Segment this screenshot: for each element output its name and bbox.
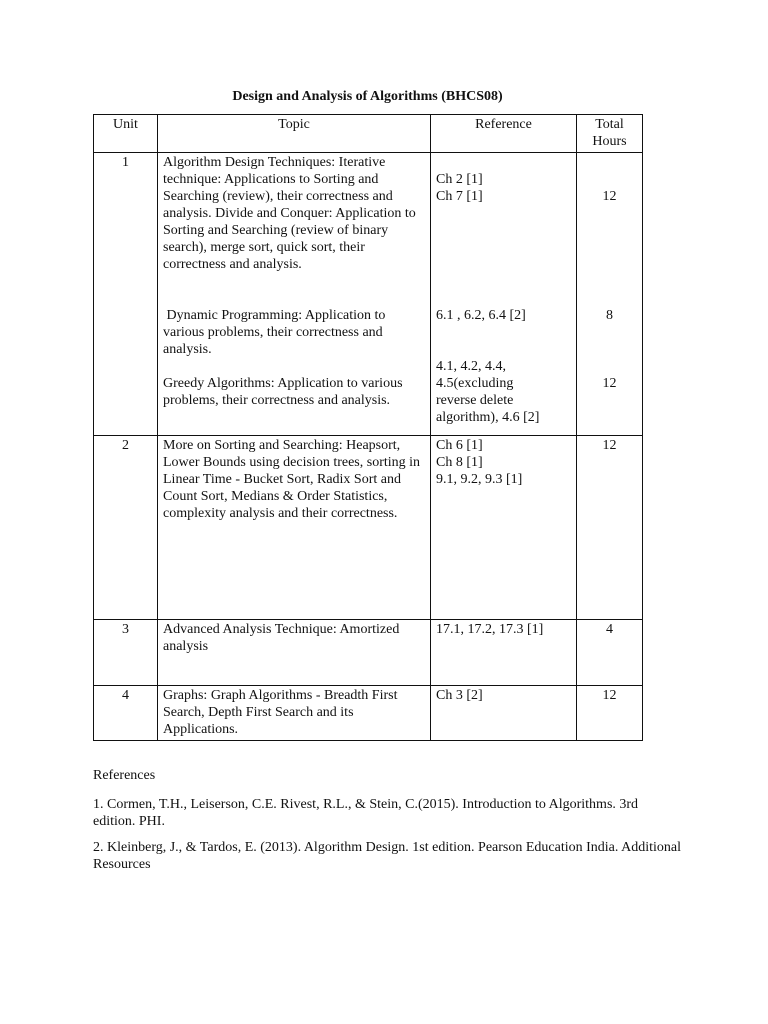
reference-item: 2. Kleinberg, J., & Tardos, E. (2013). Algorithm Design. 1st edition. Pearson Education India. Additional Resources bbox=[93, 840, 681, 872]
hours-cell: 4 bbox=[577, 620, 643, 686]
topic-cell: Graphs: Graph Algorithms - Breadth First Search, Depth First Search and its Applications. bbox=[158, 686, 431, 741]
reference-line: Ch 3 [2] bbox=[436, 688, 483, 703]
reference-cell bbox=[431, 153, 577, 436]
reference-cell bbox=[431, 686, 577, 741]
reference-cell bbox=[431, 620, 577, 686]
reference-line: 9.1, 9.2, 9.3 [1] bbox=[436, 472, 523, 487]
reference-line: 4.1, 4.2, 4.4, bbox=[436, 359, 506, 374]
reference-line: Ch 8 [1] bbox=[436, 455, 483, 470]
reference-line: 4.5(excluding bbox=[436, 376, 514, 391]
hours-value: 12 bbox=[602, 189, 617, 204]
table-row bbox=[94, 686, 643, 741]
topic-cell: More on Sorting and Searching: Heapsort, Lower Bounds using decision trees, sorting in Linear Time - Bucket Sort, Radix Sort and Count Sort, Medians & Order Statistics, complexity analysis and their correctness. bbox=[158, 436, 431, 620]
hours-cell: 12 bbox=[577, 436, 643, 620]
reference-line: Ch 2 [1] bbox=[436, 172, 483, 187]
reference-cell bbox=[431, 436, 577, 620]
topic-cell: Advanced Analysis Technique: Amortized analysis bbox=[158, 620, 431, 686]
reference-item: 1. Cormen, T.H., Leiserson, C.E. Rivest, R.L., & Stein, C.(2015). Introduction to Algorithms. 3rd edition. PHI. bbox=[93, 797, 639, 829]
topic-text: Algorithm Design Techniques: Iterative technique: Applications to Sorting and Searching (review), their correctness and analysis. Divide and Conquer: Application to Sorting and Searching (review of binary search), merge sort, quick sort, their correctness and analysis. bbox=[163, 155, 416, 272]
header-reference: Reference bbox=[431, 115, 577, 153]
header-unit: Unit bbox=[94, 115, 158, 153]
table-header-row bbox=[94, 115, 643, 153]
table-row bbox=[94, 153, 643, 436]
reference-line: Ch 6 [1] bbox=[436, 438, 483, 453]
header-hours-line2: Hours bbox=[592, 134, 627, 149]
document-title: Design and Analysis of Algorithms (BHCS08) bbox=[232, 89, 503, 104]
unit-cell: 2 bbox=[94, 436, 158, 620]
hours-value: 12 bbox=[602, 376, 617, 391]
hours-cell bbox=[577, 153, 643, 436]
hours-cell: 12 bbox=[577, 686, 643, 741]
unit-cell: 3 bbox=[94, 620, 158, 686]
unit-cell: 4 bbox=[94, 686, 158, 741]
references-heading: References bbox=[93, 768, 156, 783]
reference-line: Ch 7 [1] bbox=[436, 189, 483, 204]
syllabus-table bbox=[93, 114, 643, 741]
topic-text: Greedy Algorithms: Application to various problems, their correctness and analysis. bbox=[163, 376, 403, 408]
unit-cell: 1 bbox=[94, 153, 158, 436]
header-hours-line1: Total bbox=[595, 117, 624, 132]
table-row bbox=[94, 620, 643, 686]
reference-line: 17.1, 17.2, 17.3 [1] bbox=[436, 622, 544, 637]
table-row bbox=[94, 436, 643, 620]
topic-text: Dynamic Programming: Application to various problems, their correctness and analysis. bbox=[163, 308, 389, 357]
topic-cell bbox=[158, 153, 431, 436]
references-section bbox=[93, 767, 683, 882]
reference-line: reverse delete bbox=[436, 393, 514, 408]
reference-line: algorithm), 4.6 [2] bbox=[436, 410, 540, 425]
header-total-hours bbox=[577, 115, 643, 153]
header-topic: Topic bbox=[158, 115, 431, 153]
reference-line: 6.1 , 6.2, 6.4 [2] bbox=[436, 308, 526, 323]
hours-value: 8 bbox=[606, 308, 613, 323]
